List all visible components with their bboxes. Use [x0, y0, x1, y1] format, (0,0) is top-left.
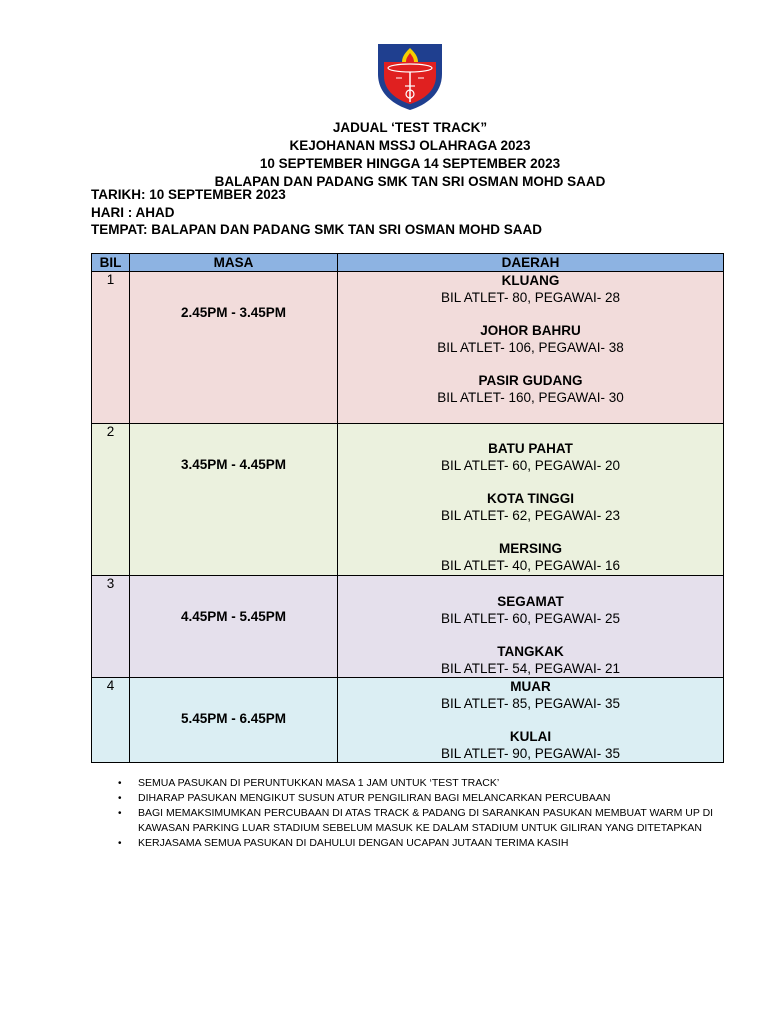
school-crest-logo — [376, 42, 444, 112]
document-title-block — [0, 119, 768, 191]
daerah-stats: BIL ATLET- 60, PEGAWAI- 25 — [440, 611, 621, 626]
daerah-name: MUAR — [510, 679, 551, 694]
cell-masa — [130, 424, 338, 576]
note-item: • BAGI MEMAKSIMUMKAN PERCUBAAN DI ATAS TRACK & PADANG DI SARANKAN PASUKAN MEMBUAT WARM UP DI KAWASAN PARKING LUAR STADIUM SEBELUM MASUK KE DALAM STADIUM UNTUK GILIRAN YANG DITETAPKAN — [118, 806, 738, 836]
cell-bil: 2 — [92, 424, 130, 576]
title-line-3: 10 SEPTEMBER HINGGA 14 SEPTEMBER 2023 — [259, 156, 561, 171]
daerah-stats: BIL ATLET- 62, PEGAWAI- 23 — [440, 508, 621, 523]
daerah-stats: BIL ATLET- 60, PEGAWAI- 20 — [440, 458, 621, 473]
title-line-2: KEJOHANAN MSSJ OLAHRAGA 2023 — [289, 138, 531, 153]
masa-text: 2.45PM - 3.45PM — [180, 305, 287, 320]
cell-bil: 1 — [92, 272, 130, 424]
cell-masa — [130, 576, 338, 678]
cell-masa — [130, 272, 338, 424]
daerah-stats: BIL ATLET- 106, PEGAWAI- 38 — [437, 340, 624, 355]
daerah-name: TANGKAK — [497, 644, 564, 659]
daerah-stats: BIL ATLET- 40, PEGAWAI- 16 — [440, 558, 621, 573]
cell-bil: 3 — [92, 576, 130, 678]
daerah-name: PASIR GUDANG — [478, 373, 583, 388]
masa-text: 5.45PM - 6.45PM — [180, 711, 287, 726]
title-line-1: JADUAL ‘TEST TRACK” — [332, 120, 488, 135]
note-item: • DIHARAP PASUKAN MENGIKUT SUSUN ATUR PENGILIRAN BAGI MELANCARKAN PERCUBAAN — [118, 791, 738, 806]
table-row — [92, 678, 724, 763]
table-header-row — [92, 254, 724, 272]
masa-text: 3.45PM - 4.45PM — [180, 457, 287, 472]
header-daerah: DAERAH — [338, 254, 724, 272]
daerah-stats: BIL ATLET- 80, PEGAWAI- 28 — [440, 290, 621, 305]
title-line-4: BALAPAN DAN PADANG SMK TAN SRI OSMAN MOHD SAAD — [214, 174, 606, 189]
daerah-name: KLUANG — [501, 273, 560, 288]
daerah-stats: BIL ATLET- 90, PEGAWAI- 35 — [440, 746, 621, 761]
note-item: • SEMUA PASUKAN DI PERUNTUKKAN MASA 1 JAM UNTUK ‘TEST TRACK’ — [118, 776, 738, 791]
note-item: • KERJASAMA SEMUA PASUKAN DI DAHULUI DENGAN UCAPAN JUTAAN TERIMA KASIH — [118, 836, 738, 851]
notes-list — [118, 776, 738, 851]
table-row — [92, 576, 724, 678]
table-row — [92, 272, 724, 424]
daerah-name: BATU PAHAT — [488, 441, 573, 456]
daerah-name: MERSING — [498, 541, 562, 556]
event-info — [91, 186, 542, 239]
schedule-table — [91, 253, 724, 763]
masa-text: 4.45PM - 5.45PM — [180, 609, 287, 624]
cell-daerah — [338, 424, 724, 576]
cell-bil: 4 — [92, 678, 130, 763]
header-bil: BIL — [92, 254, 130, 272]
info-hari: HARI : AHAD — [91, 204, 175, 220]
daerah-name: SEGAMAT — [497, 594, 564, 609]
info-tempat: TEMPAT: BALAPAN DAN PADANG SMK TAN SRI OSMAN MOHD SAAD — [91, 222, 542, 237]
daerah-name: JOHOR BAHRU — [480, 323, 581, 338]
cell-daerah — [338, 272, 724, 424]
cell-masa — [130, 678, 338, 763]
header-masa: MASA — [130, 254, 338, 272]
daerah-stats: BIL ATLET- 54, PEGAWAI- 21 — [440, 661, 621, 676]
cell-daerah — [338, 678, 724, 763]
daerah-stats: BIL ATLET- 160, PEGAWAI- 30 — [437, 390, 624, 405]
cell-daerah — [338, 576, 724, 678]
daerah-name: KOTA TINGGI — [487, 491, 574, 506]
info-tarikh: TARIKH: 10 SEPTEMBER 2023 — [91, 187, 286, 202]
daerah-stats: BIL ATLET- 85, PEGAWAI- 35 — [440, 696, 621, 711]
table-row — [92, 424, 724, 576]
daerah-name: KULAI — [509, 729, 552, 744]
